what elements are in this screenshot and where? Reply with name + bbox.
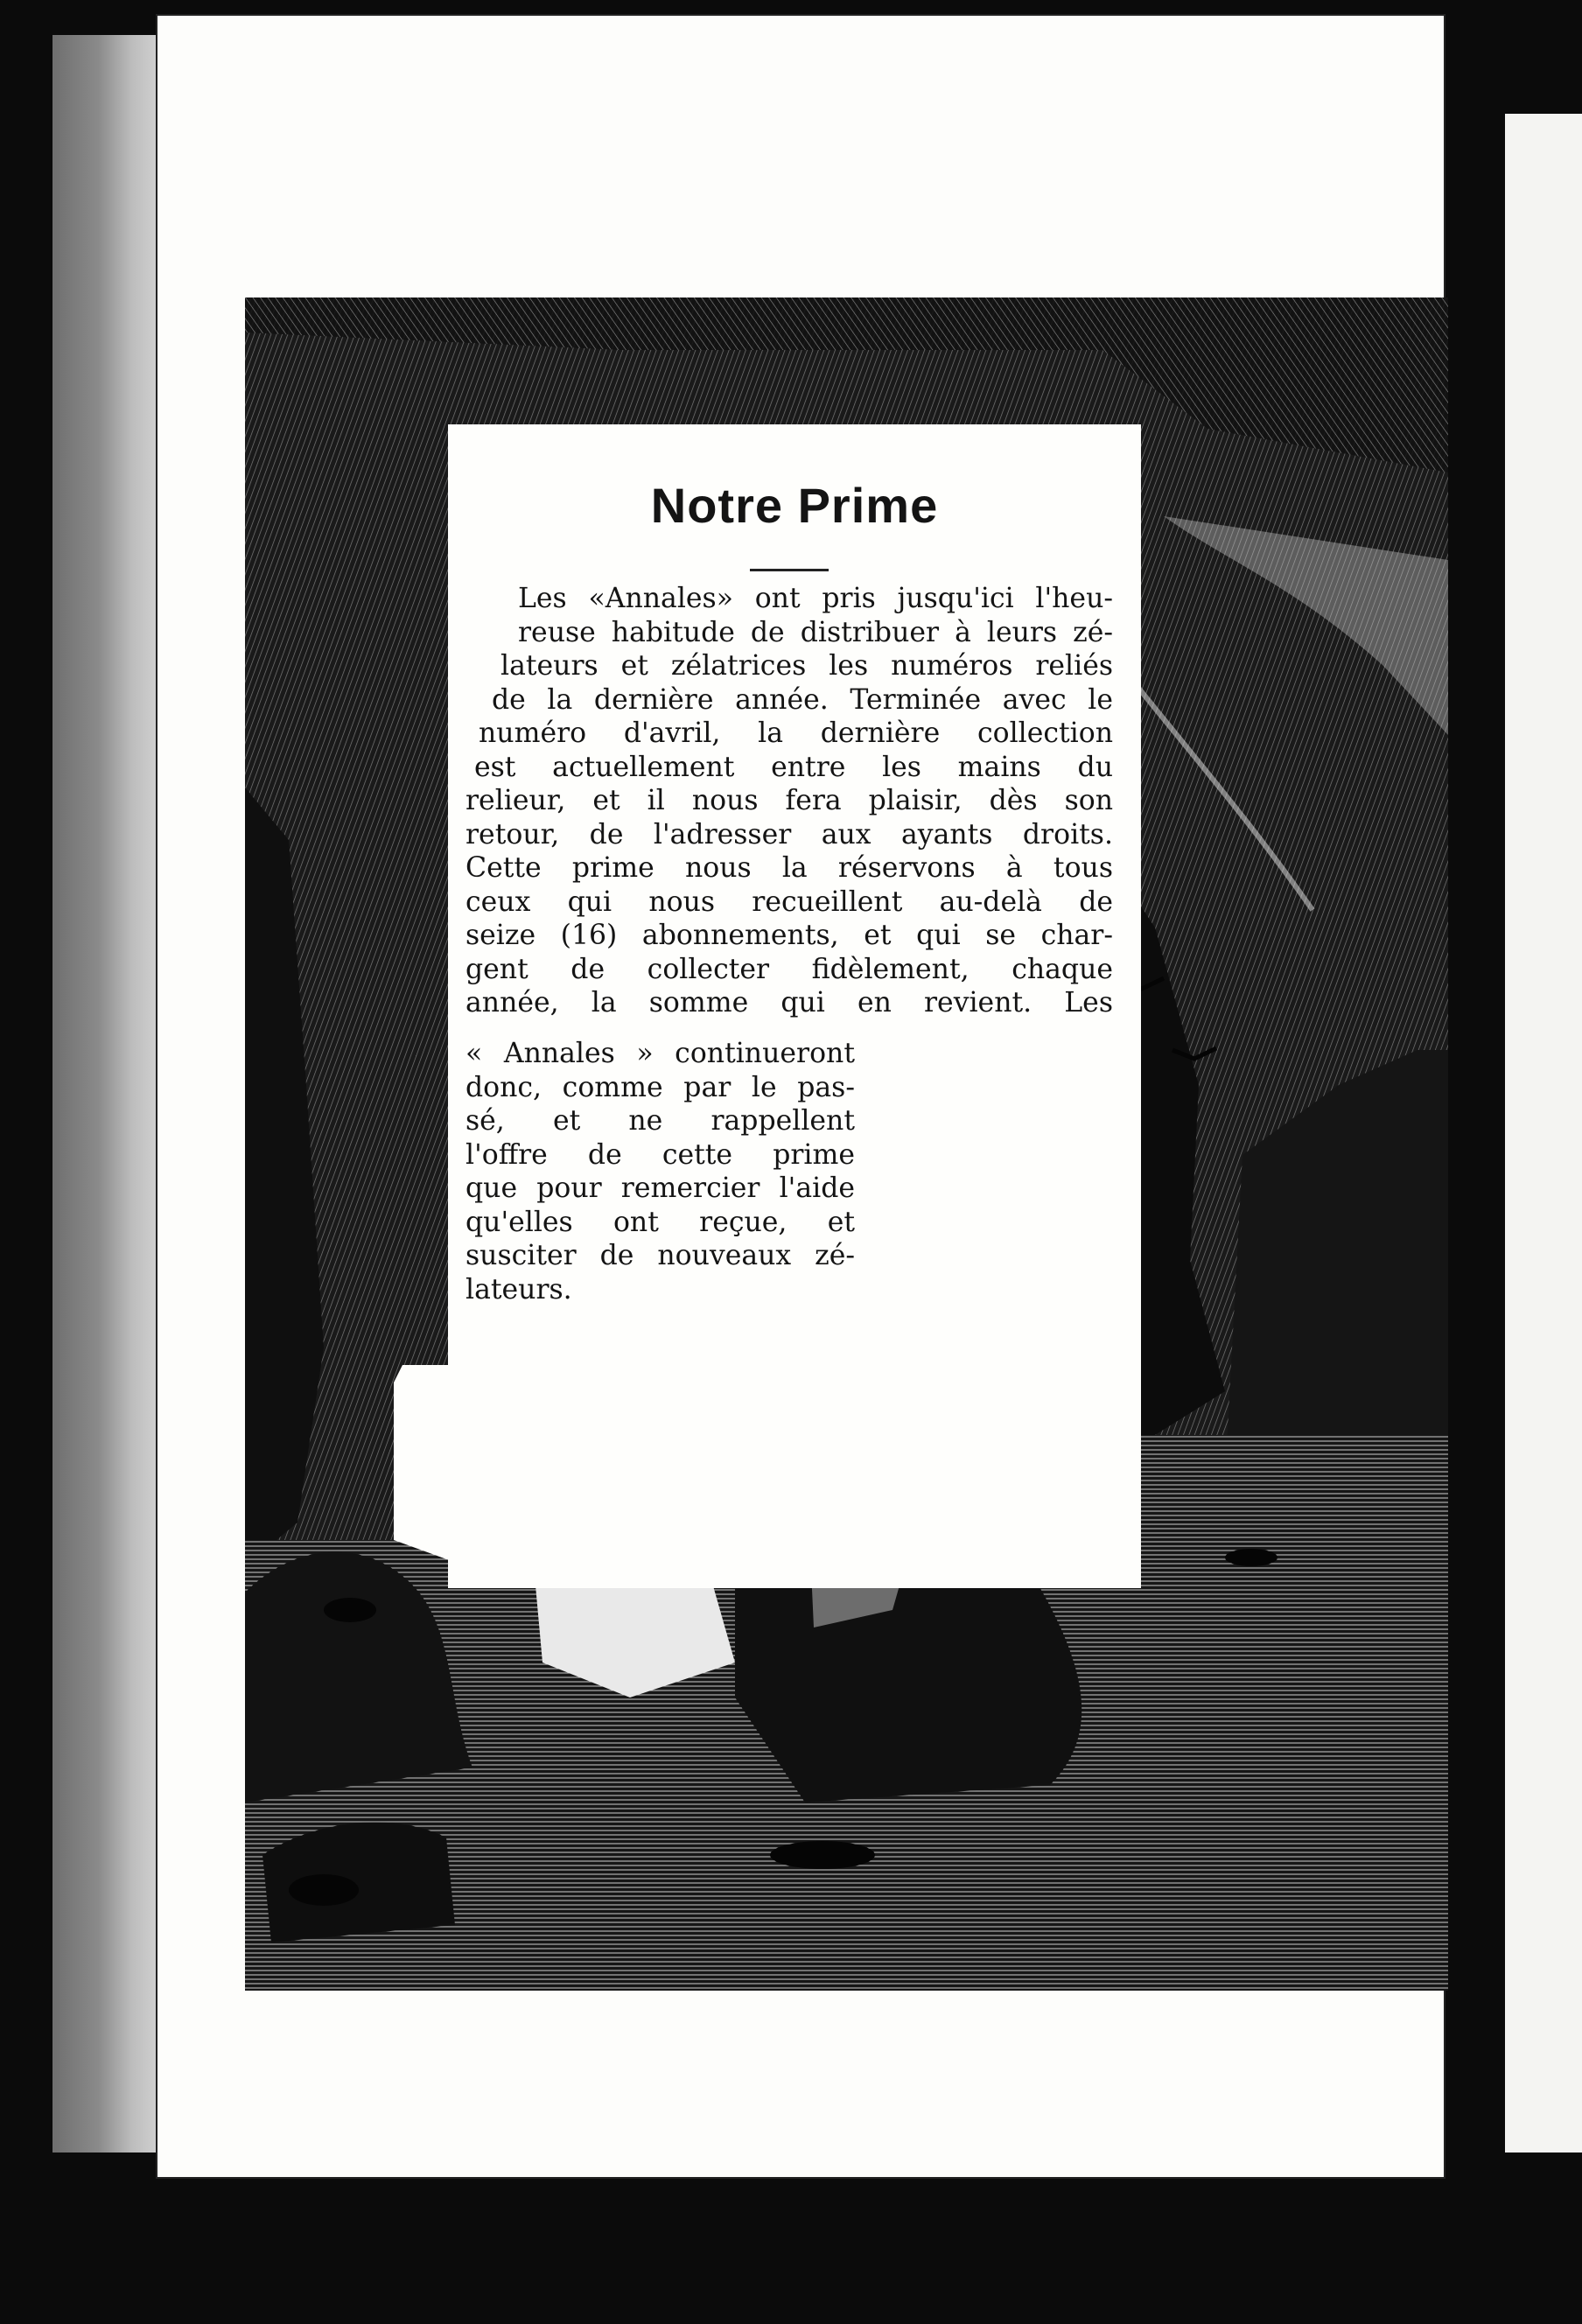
article-body-narrow [466,1037,855,1306]
title-rule [750,569,829,571]
text-line: « Annales » continueront [466,1038,855,1069]
text-line: année, la somme qui en revient. Les [466,987,1113,1018]
article-body [466,582,1113,1020]
text-line: Cette prime nous la réservons à tous [466,852,1113,884]
article-title: Notre Prime [650,478,939,533]
text-line: de la dernière année. Terminée avec le [492,683,1113,716]
text-line: lateurs. [466,1273,572,1306]
text-line: gent de collecter fidèlement, chaque [466,953,1113,985]
text-line: donc, comme par le pas- [466,1071,855,1103]
text-line: est actuellement entre les mains du [474,751,1113,783]
text-line: lateurs et zélatrices les numéros reliés [500,650,1113,682]
text-line: qu'elles ont reçue, et [466,1206,855,1238]
text-line: relieur, et il nous fera plaisir, dès son [466,785,1113,816]
text-line: sé, et ne rappellent [466,1105,855,1137]
text-line: l'offre de cette prime [466,1138,855,1171]
text-line: susciter de nouveaux zé- [466,1240,855,1271]
text-line: que pour remercier l'aide [466,1172,855,1204]
article [448,424,1141,1306]
text-line: seize (16) abonnements, et qui se char- [466,920,1113,951]
text-line: retour, de l'adresser aux ayants droits. [466,818,1113,850]
text-line: numéro d'avril, la dernière collection [479,718,1113,749]
text-line: Les «Annales» ont pris jusqu'ici l'heu- [518,583,1113,614]
text-line: reuse habitude de distribuer à leurs zé- [518,616,1113,648]
text-line: ceux qui nous recueillent au-delà de [466,886,1113,918]
